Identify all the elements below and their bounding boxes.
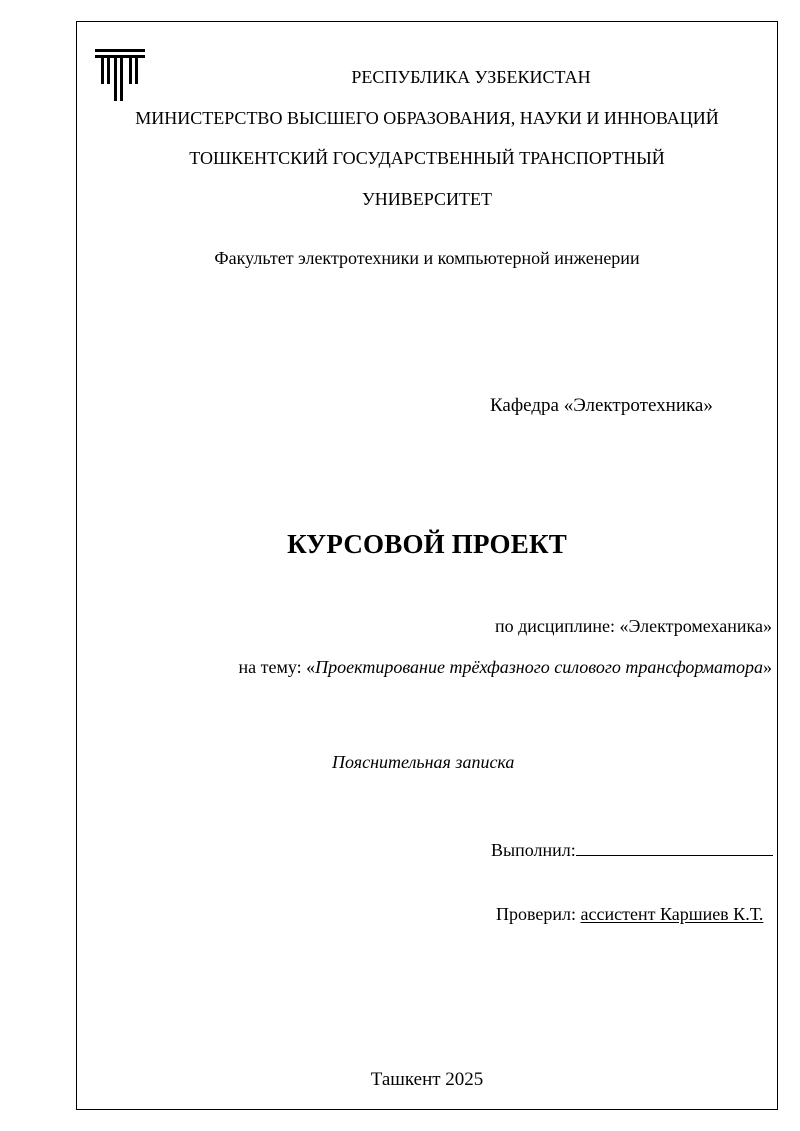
topic-line xyxy=(239,656,772,678)
document-title: КУРСОВОЙ ПРОЕКТ xyxy=(287,529,567,559)
topic-prefix: на тему: « xyxy=(238,657,316,677)
faculty-name: Факультет электротехники и компьютерной инженерии xyxy=(214,248,640,268)
performed-by-row xyxy=(491,838,773,861)
performed-by-blank xyxy=(576,838,773,856)
discipline-line: по дисциплине: «Электромеханика» xyxy=(494,616,772,636)
document-type: Пояснительная записка xyxy=(332,752,515,772)
university-heading-line2: УНИВЕРСИТЕТ xyxy=(362,189,492,209)
checked-by-value: ассистент Каршиев К.Т. xyxy=(580,904,764,924)
checked-by-row xyxy=(496,903,763,925)
checked-by-label: Проверил: xyxy=(496,904,576,924)
performed-by-label: Выполнил: xyxy=(491,840,576,860)
city-year-footer: Ташкент 2025 xyxy=(370,1069,484,1090)
page-border xyxy=(76,21,778,1110)
topic-text: Проектирование трёхфазного силового трансформатора xyxy=(315,657,763,677)
topic-suffix: » xyxy=(763,657,772,677)
university-heading-line1: ТОШКЕНТСКИЙ ГОСУДАРСТВЕННЫЙ ТРАНСПОРТНЫЙ xyxy=(189,148,665,168)
department-name: Кафедра «Электротехника» xyxy=(490,395,713,416)
ministry-heading: МИНИСТЕРСТВО ВЫСШЕГО ОБРАЗОВАНИЯ, НАУКИ И ИННОВАЦИЙ xyxy=(135,108,719,128)
university-logo-icon xyxy=(95,49,145,101)
country-heading: РЕСПУБЛИКА УЗБЕКИСТАН xyxy=(351,67,591,87)
